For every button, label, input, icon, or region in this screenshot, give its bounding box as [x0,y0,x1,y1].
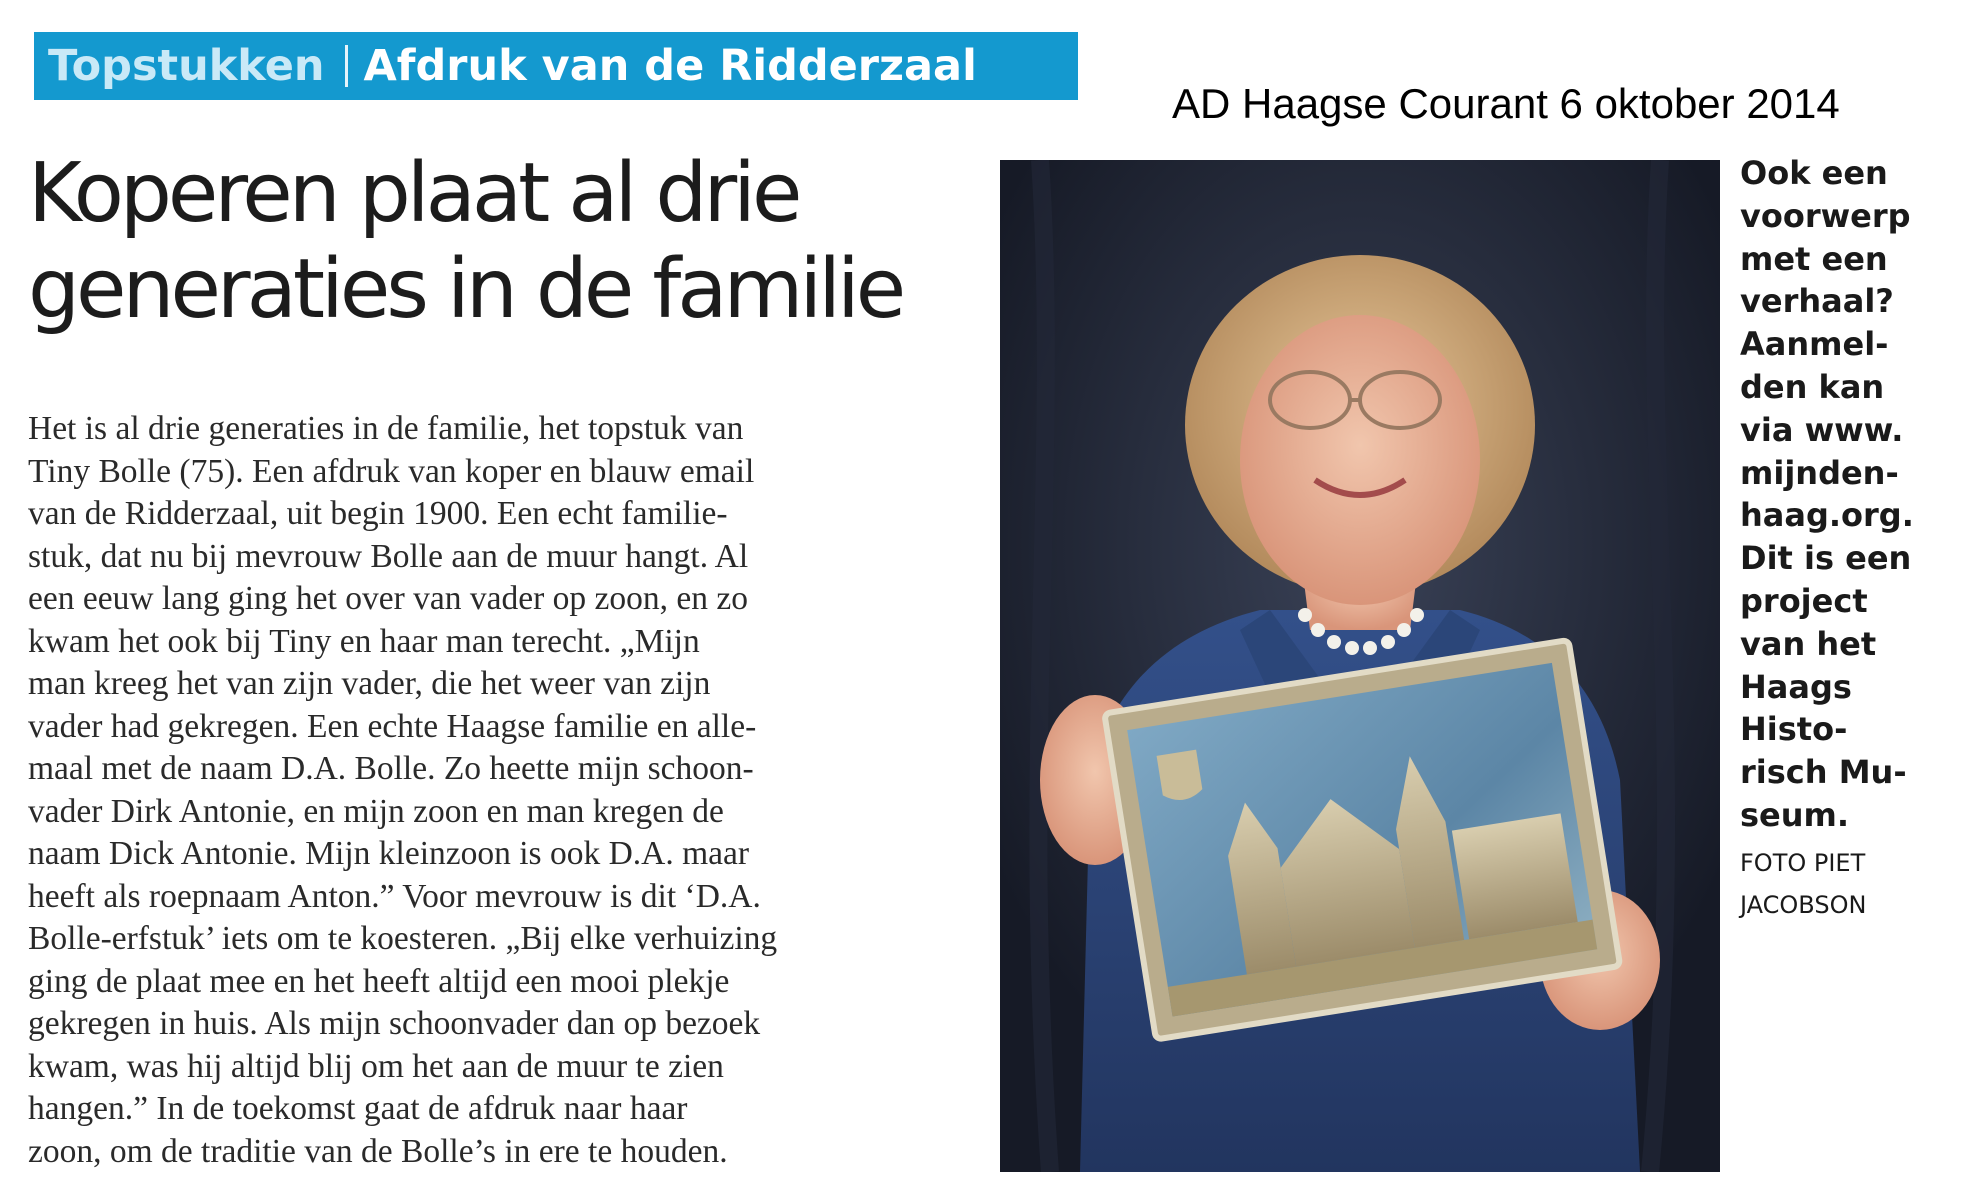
body-line: van de Ridderzaal, uit begin 1900. Een echt familie- [28,495,728,532]
sidebar-line: seum. [1740,795,1850,834]
sidebar-line: via www. [1740,410,1904,449]
body-line: man kreeg het van zijn vader, die het weer van zijn [28,665,711,702]
headline [28,146,988,338]
sidebar-callout [1740,152,1972,837]
sidebar-line: voorwerp [1740,196,1911,235]
body-line: een eeuw lang ging het over van vader op zoon, en zo [28,580,748,617]
sidebar-line: Dit is een [1740,539,1912,578]
body-line: heeft als roepnaam Anton.” Voor mevrouw is dit ‘D.A. [28,877,761,915]
section-header [34,32,1078,100]
body-line: stuk, dat nu bij mevrouw Bolle aan de muur hangt. Al [28,537,749,575]
body-line: vader had gekregen. Een echte Haagse familie en alle- [28,707,757,745]
photo-credit-line: FOTO PIET [1740,849,1866,877]
sidebar-line: project [1740,581,1868,620]
sidebar-line: Histo- [1740,710,1848,749]
sidebar-line: met een [1740,239,1888,278]
source-note: AD Haagse Courant 6 oktober 2014 [1172,80,1840,127]
body-line: kwam het ook bij Tiny en haar man terecht. „Mijn [28,622,700,660]
woman-holding-copper-plate-photo [1000,160,1720,1172]
body-line: zoon, om de traditie van de Bolle’s in ere te houden. [28,1132,728,1170]
body-line: vader Dirk Antonie, en mijn zoon en man kregen de [28,792,724,830]
section-category: Topstukken [48,41,325,91]
body-line: Het is al drie generaties in de familie, het topstuk van [28,410,744,447]
headline-line: Koperen plaat al drie [28,146,799,241]
sidebar-line: den kan [1740,367,1885,406]
body-line: ging de plaat mee en het heeft altijd een mooi plekje [28,962,730,1000]
sidebar-line: haag.org. [1740,496,1914,535]
body-line: Tiny Bolle (75). Een afdruk van koper en blauw email [28,452,755,490]
sidebar-line: mijnden- [1740,453,1899,492]
photo-credit [1740,842,1972,926]
photo-credit-line: JACOBSON [1740,891,1867,919]
article-body [28,408,988,1173]
body-line: gekregen in huis. Als mijn schoonvader dan op bezoek [28,1005,761,1042]
body-line: maal met de naam D.A. Bolle. Zo heette mijn schoon- [28,750,754,787]
sidebar-line: Ook een [1740,154,1888,192]
body-line: hangen.” In de toekomst gaat de afdruk naar haar [28,1090,688,1127]
sidebar-line: Haags [1740,667,1852,706]
section-title: Afdruk van de Ridderzaal [363,41,977,91]
body-line: kwam, was hij altijd blij om het aan de muur te zien [28,1047,724,1085]
header-divider [345,45,348,87]
sidebar-line: risch Mu- [1740,753,1907,792]
headline-line: generaties in de familie [28,242,903,337]
sidebar-line: van het [1740,624,1877,663]
sidebar-line: verhaal? [1740,282,1894,321]
body-line: naam Dick Antonie. Mijn kleinzoon is ook D.A. maar [28,835,750,872]
sidebar-line: Aanmel- [1740,325,1889,364]
body-line: Bolle-erfstuk’ iets om te koesteren. „Bij elke verhuizing [28,920,778,957]
